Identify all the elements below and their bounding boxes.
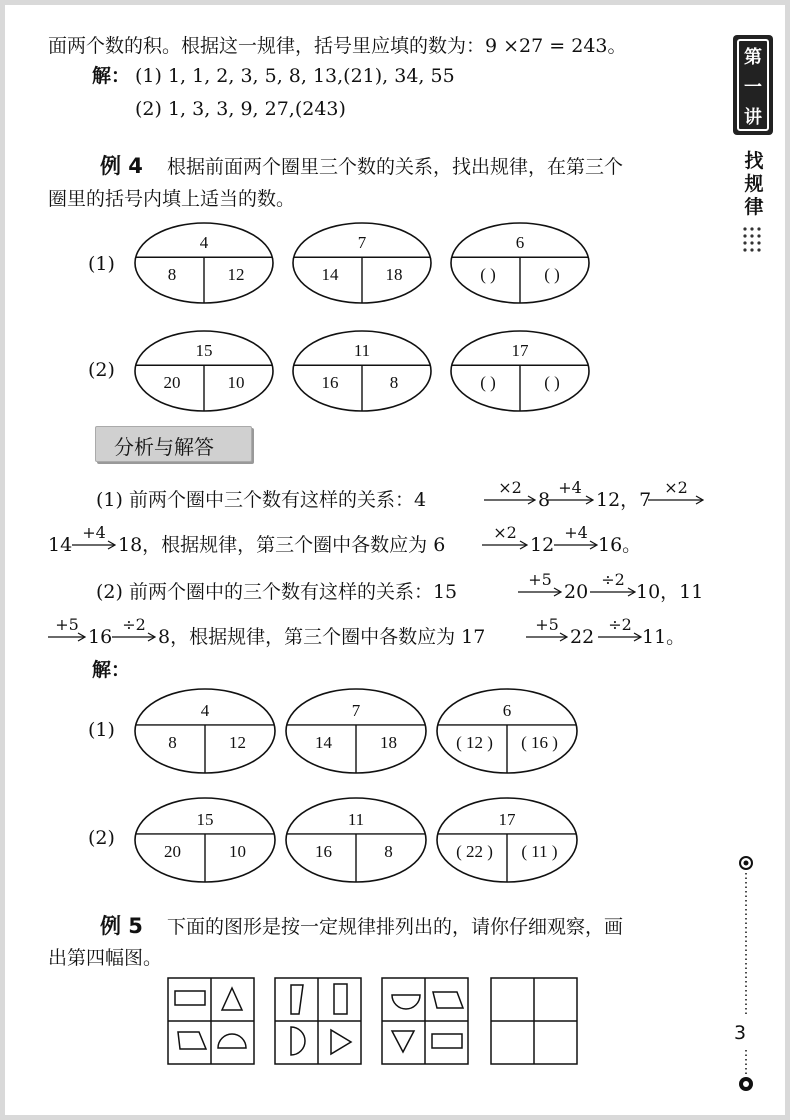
dot-grid-ornament <box>740 225 770 259</box>
rectangle-vertical-shape <box>334 984 347 1014</box>
oval-top-number: 6 <box>515 233 525 253</box>
oval-right-number: ( ) <box>544 265 560 285</box>
analysis-2-d: 16 <box>88 626 113 648</box>
triangle-shape <box>222 988 242 1010</box>
analysis-2-c: 10，11 <box>636 581 704 603</box>
question-row-2-label: (2) <box>88 359 115 381</box>
operation-label: +5 <box>528 570 552 589</box>
operation-label: ×2 <box>664 478 688 497</box>
oval-top-number: 4 <box>199 233 209 253</box>
operation-label: ÷2 <box>601 570 625 589</box>
oval-left-number: ( ) <box>480 373 496 393</box>
analysis-badge-text: 分析与解答 <box>114 435 214 459</box>
oval-right-number: 12 <box>229 732 246 752</box>
operation-label: +5 <box>55 615 79 634</box>
analysis-1-e: 18，根据规律，第三个圈中各数应为 6 <box>118 534 446 556</box>
oval-right-number: ( 16 ) <box>521 732 558 752</box>
chapter-title-char-3: 律 <box>744 196 764 218</box>
oval-left-number: 20 <box>164 841 181 861</box>
oval-left-number: 14 <box>315 732 332 752</box>
oval-top-number: 11 <box>353 341 371 361</box>
semicircle-shape <box>218 1034 246 1048</box>
chapter-tab-char-1: 第 <box>744 47 762 68</box>
analysis-1-f: 12 <box>530 534 555 556</box>
example-5-text-2: 出第四幅图。 <box>48 947 163 969</box>
oval-top-number: 17 <box>511 341 529 361</box>
answer-label: 解： <box>92 65 131 87</box>
chapter-title-char-1: 找 <box>744 150 764 172</box>
rectangle-shape-2 <box>432 1034 462 1048</box>
oval-right-number: 18 <box>380 732 397 752</box>
oval-right-number: 18 <box>385 265 403 285</box>
analysis-1-d: 14 <box>48 534 73 556</box>
oval-top-number: 17 <box>498 809 516 829</box>
oval-left-number: 20 <box>163 373 181 393</box>
oval-top-number: 11 <box>347 809 365 829</box>
semicircle-down-shape <box>392 995 420 1009</box>
analysis-2-a: (2) 前两个圈中的三个数有这样的关系：15 <box>96 581 458 603</box>
oval-left-number: 8 <box>167 265 177 285</box>
operation-label: +5 <box>535 615 559 634</box>
analysis-2-f: 22 <box>570 626 595 648</box>
oval-left-number: ( ) <box>480 265 496 285</box>
example-4-text-1: 根据前面两个圈里三个数的关系，找出规律，在第三个 <box>167 156 624 178</box>
answer-2: (2) 1, 3, 3, 9, 27,(243) <box>135 98 346 120</box>
oval-right-number: ( ) <box>544 373 560 393</box>
side-ornament-line <box>735 855 759 1095</box>
oval-top-number: 15 <box>195 341 213 361</box>
example-5-text-1: 下面的图形是按一定规律排列出的，请你仔细观察，画 <box>167 916 624 938</box>
oval-left-number: ( 12 ) <box>456 732 493 752</box>
solution-row-1-label: (1) <box>88 719 115 741</box>
oval-top-number: 7 <box>351 700 361 720</box>
page-number: 3 <box>734 1022 747 1044</box>
oval-left-number: 14 <box>321 265 339 285</box>
oval-right-number: 10 <box>227 373 245 393</box>
operation-label: +4 <box>82 523 106 542</box>
analysis-1-c: 12，7 <box>596 489 652 511</box>
oval-right-number: ( 11 ) <box>521 841 558 861</box>
oval-top-number: 4 <box>200 700 210 720</box>
analysis-1-a: (1) 前两个圈中三个数有这样的关系：4 <box>96 489 427 511</box>
example-5-label: 例 5 <box>100 914 143 938</box>
solution-label: 解： <box>92 659 131 681</box>
oval-left-number: 8 <box>168 732 177 752</box>
trapezoid-shape <box>178 1032 206 1049</box>
oval-right-number: 8 <box>389 373 399 393</box>
oval-right-number: 8 <box>384 841 393 861</box>
triangle-right-shape <box>331 1030 351 1054</box>
oval-left-number: 16 <box>321 373 339 393</box>
answer-1: (1) 1, 1, 2, 3, 5, 8, 13,(21), 34, 55 <box>135 65 455 87</box>
chapter-title-char-2: 规 <box>744 173 764 195</box>
chapter-tab-char-3: 讲 <box>744 107 762 128</box>
analysis-1-g: 16。 <box>598 534 642 556</box>
operation-label: ×2 <box>493 523 517 542</box>
analysis-2-g: 11。 <box>642 626 686 648</box>
semicircle-right-shape <box>291 1027 305 1055</box>
operation-label: ÷2 <box>608 615 632 634</box>
oval-right-number: 12 <box>227 265 245 285</box>
example-4-label: 例 4 <box>100 154 143 178</box>
oval-right-number: 10 <box>229 841 246 861</box>
oval-top-number: 6 <box>502 700 512 720</box>
oval-top-number: 15 <box>196 809 214 829</box>
trapezoid-shape-2 <box>433 992 463 1008</box>
operation-label: +4 <box>558 478 582 497</box>
oval-left-number: ( 22 ) <box>456 841 493 861</box>
operation-label: ÷2 <box>122 615 146 634</box>
triangle-down-shape <box>392 1031 414 1052</box>
oval-left-number: 16 <box>315 841 332 861</box>
analysis-2-b: 20 <box>564 581 589 603</box>
question-row-1-label: (1) <box>88 253 115 275</box>
operation-label: +4 <box>564 523 588 542</box>
intro-line: 面两个数的积。根据这一规律，括号里应填的数为：9 ×27 = 243。 <box>48 35 627 57</box>
oval-top-number: 7 <box>357 233 367 253</box>
solution-row-2-label: (2) <box>88 827 115 849</box>
chapter-title <box>740 150 768 219</box>
trapezoid-vertical-shape <box>291 985 303 1014</box>
operation-label: ×2 <box>498 478 522 497</box>
chapter-tab-char-2: 一 <box>744 77 762 98</box>
rectangle-shape <box>175 991 205 1005</box>
example-4-text-2: 圈里的括号内填上适当的数。 <box>48 188 296 210</box>
chapter-tab <box>733 35 773 135</box>
analysis-2-e: 8，根据规律，第三个圈中各数应为 17 <box>158 626 486 648</box>
analysis-1-b: 8 <box>538 489 551 511</box>
